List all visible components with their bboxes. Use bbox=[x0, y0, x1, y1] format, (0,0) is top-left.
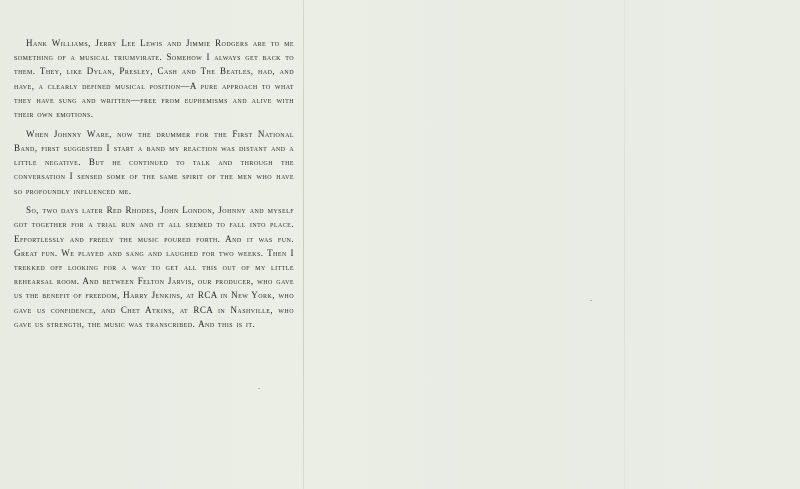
paper-speck bbox=[590, 300, 592, 301]
panel-fold-left bbox=[303, 0, 304, 489]
liner-notes-paragraph: When Johnny Ware, now the drummer for the First National Band, first suggested I start a band my reaction was distant and a little negative. But he continued to talk and through the conversation I sensed some of the same spirit of the men who have so profoundly influenced me. bbox=[14, 128, 294, 196]
panel-fold-right bbox=[624, 0, 625, 489]
liner-notes-text bbox=[14, 36, 294, 337]
liner-notes-paragraph: Hank Williams, Jerry Lee Lewis and Jimmie Rodgers are to me something of a musical triumvirate. Somehow I always get back to them. They, like Dylan, Presley, Cash and The Beatles, had, and have, a clearly defined musical position—A pure approach to what they have sung and written—free from euphemisms and alive with their own emotions. bbox=[14, 38, 294, 120]
liner-notes-paragraph: So, two days later Red Rhodes, John London, Johnny and myself got together for a trial run and it all seemed to fall into place. Effortlessly and freely the music poured forth. And it was fun. Great fun. We played and sang and laughed for two weeks. Then I trekked off looking for a way to get all this out of my little rehearsal room. And between Felton Jarvis, our producer, who gave us the benefit of freedom, Harry Jenkins, at RCA in New York, who gave us confidence, and Chet Atkins, at RCA in Nashville, who gave us strength, the music was transcribed. And this is it. bbox=[14, 205, 294, 329]
paper-speck bbox=[258, 388, 260, 389]
